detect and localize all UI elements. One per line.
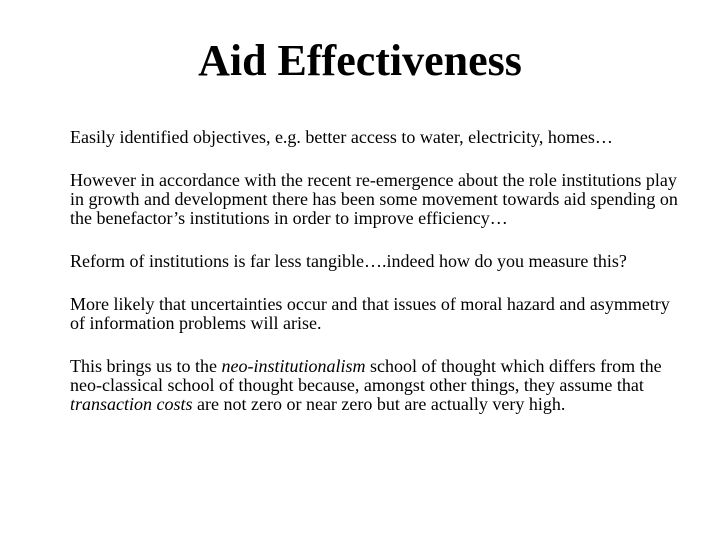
paragraph-neo-institutionalism xyxy=(70,357,680,414)
paragraph-reform-tangibility: Reform of institutions is far less tangible….indeed how do you measure this? xyxy=(70,251,627,271)
slide-title: Aid Effectiveness xyxy=(198,36,522,85)
slide-body xyxy=(70,128,680,432)
term-neo-institutionalism: neo-institutionalism xyxy=(221,356,366,376)
paragraph-5-text-3: are not zero or near zero but are actually very high. xyxy=(192,394,566,414)
paragraph-objectives: Easily identified objectives, e.g. better access to water, electricity, homes… xyxy=(70,127,613,147)
paragraph-uncertainties: More likely that uncertainties occur and that issues of moral hazard and asymmetry of information problems will arise. xyxy=(70,294,670,333)
term-transaction-costs: transaction costs xyxy=(70,394,193,414)
paragraph-institutions-spending: However in accordance with the recent re-emergence about the role institutions play in growth and development there has been some movement towards aid spending on the benefactor’s institutions in order to improve efficiency… xyxy=(70,170,678,228)
paragraph-5-text-2: school of thought which differs from the neo-classical school of thought because, amongst other things, they assume that xyxy=(70,356,662,395)
paragraph-5-text-1: This brings us to the xyxy=(70,356,222,376)
